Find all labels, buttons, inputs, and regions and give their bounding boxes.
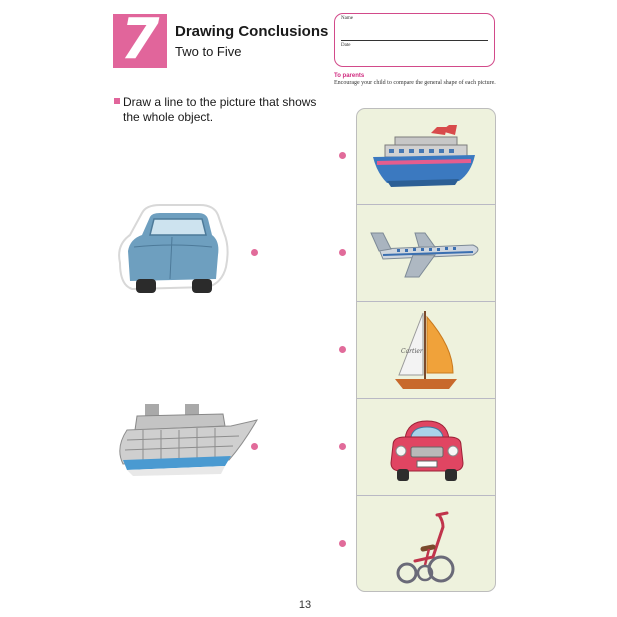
airplane-icon: [369, 227, 496, 279]
dot-tricycle[interactable]: [339, 540, 346, 547]
car-icon: [387, 415, 496, 483]
panel-separator: [357, 301, 495, 302]
instruction-bullet: [114, 98, 120, 104]
to-parents-heading: To parents: [334, 73, 365, 79]
date-label: Date: [341, 43, 351, 48]
car-partial-icon: [112, 203, 230, 301]
panel-separator: [357, 495, 495, 496]
answer-panel: [356, 108, 496, 592]
page-title: Drawing Conclusions: [175, 23, 329, 40]
name-date-box: [334, 13, 495, 67]
ship-partial-icon: [113, 404, 259, 478]
to-parents-text: Encourage your child to compare the general shape of each picture.: [334, 80, 496, 86]
activity-number-badge: [113, 14, 167, 68]
sail-text: Cartier: [401, 348, 423, 355]
name-line[interactable]: [341, 40, 488, 41]
page-subtitle: Two to Five: [175, 44, 242, 59]
dot-sailboat[interactable]: [339, 346, 346, 353]
dot-car[interactable]: [339, 443, 346, 450]
instruction-text: Draw a line to the picture that shows the whole object.: [123, 95, 317, 124]
dot-cruise-ship[interactable]: [339, 152, 346, 159]
tricycle-icon: [393, 509, 496, 585]
ship-partial-dot[interactable]: [251, 443, 258, 450]
sailboat-icon: [391, 307, 496, 395]
dot-airplane[interactable]: [339, 249, 346, 256]
page-number: 13: [298, 599, 312, 611]
panel-separator: [357, 204, 495, 205]
name-label: Name: [341, 16, 353, 21]
car-partial-dot[interactable]: [251, 249, 258, 256]
cruise-ship-icon: [371, 123, 496, 191]
activity-number: 7: [120, 14, 160, 68]
panel-separator: [357, 398, 495, 399]
